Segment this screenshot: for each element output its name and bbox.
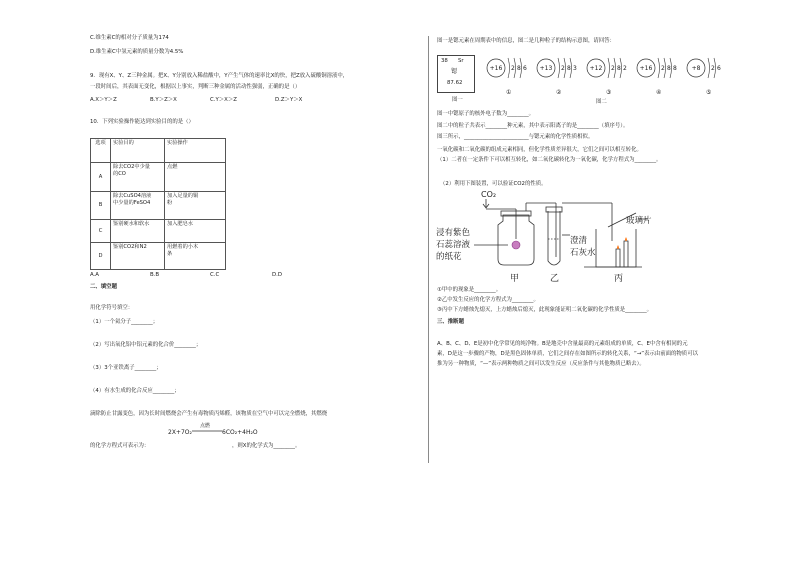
atom-shell: 2	[511, 65, 515, 72]
atom-number: ⑤	[706, 89, 712, 96]
column-divider	[428, 36, 429, 463]
cell-option: C	[91, 220, 111, 243]
fill-item-3: （3）3个亚铁离子________；	[90, 365, 162, 371]
table-row	[91, 192, 226, 220]
equation-arrow-line	[192, 429, 222, 433]
cell-op-line1: 加入足量的铜	[167, 193, 199, 199]
question-9-line2: 一段时间后，其表面无变化，根据以上事实，判断三种金属的活动性强弱，正确的是（）	[90, 84, 301, 90]
cell-goal-line1: 鉴别CO2和N2	[113, 244, 147, 250]
inference-line3: 推为另一种物质，“—”表示两种物质之间可以发生反应（反应条件与其他物质已略去）。	[437, 361, 645, 367]
cell-operation	[165, 163, 226, 192]
option-d: D.维生素C中氢元素的质量分数为4.5%	[90, 49, 184, 55]
q9-option-b: B.Y＞Z＞X	[150, 97, 177, 103]
inference-line1: A、B、C、D、E是初中化学常见的纯净物。B是地壳中含量最高的元素组成的单质，C、E中含有相同的元	[437, 341, 688, 347]
option-c: C.维生素C的相对分子质量为174	[90, 35, 169, 41]
element-mass: 87.62	[447, 80, 463, 86]
co-question-line1: 一氧化碳和二氧化碳的组成元素相同，但化学性质差异很大，它们之间可以相互转化。	[437, 147, 642, 153]
atom-number: ②	[556, 89, 562, 96]
flower-label-1: 浸有紫色	[436, 228, 471, 238]
q9-option-c: C.Y＞X＞Z	[210, 97, 237, 103]
atom-diagram	[537, 58, 577, 96]
element-number: 38	[441, 58, 448, 64]
table-header-row	[91, 139, 226, 163]
atom-shell: 8	[673, 65, 677, 72]
cell-option: B	[91, 192, 111, 220]
atom-shell: 2	[661, 65, 665, 72]
atom-nucleus: +12	[589, 65, 603, 72]
table-row	[91, 163, 226, 192]
apparatus-jia: 甲	[510, 274, 520, 284]
cell-goal	[111, 220, 165, 243]
atom-number: ④	[656, 89, 662, 96]
glass-plate-label: 玻璃片	[626, 216, 652, 226]
header-goal: 实验目的	[111, 139, 165, 163]
atom-structure-diagrams	[484, 52, 744, 110]
flower-label-2: 石蕊溶液	[436, 240, 471, 250]
atom-shell: 8	[617, 65, 621, 72]
atom-nucleus: +16	[489, 65, 503, 72]
cell-operation	[165, 220, 226, 243]
atom-shell: 3	[573, 65, 577, 72]
q10-option-a: A.A	[90, 272, 99, 278]
q10-option-b: B.B	[150, 272, 160, 278]
header-option: 选项	[91, 139, 111, 163]
question-10: 10．下列实验操作能达到实验目的的是（）	[90, 119, 194, 125]
atom-diagram	[487, 58, 527, 96]
atom-shell: 2	[611, 65, 615, 72]
atom-shell: 2	[711, 65, 715, 72]
apparatus-yi: 乙	[550, 274, 560, 284]
flower-label-3: 的纸花	[436, 252, 462, 262]
cell-goal-line1: 鉴别硬水和软水	[113, 221, 150, 227]
atom-number: ③	[606, 89, 612, 96]
cell-op-line1: 点燃	[167, 164, 178, 170]
section-inference-heading: 三、推断题	[437, 319, 464, 325]
co-question-line2: （1）二者在一定条件下可以相互转化，如二氧化碳转化为一氧化碳，化学方程式为________。	[437, 157, 662, 163]
element-symbol: Sr	[458, 58, 464, 64]
q9-option-a: A.X＞Y＞Z	[90, 97, 117, 103]
cell-option: D	[91, 243, 111, 270]
q10-option-d: D.D	[272, 272, 283, 278]
atom-shell: 2	[623, 65, 627, 72]
cell-goal	[111, 163, 165, 192]
fill-item-4: （4）有水生成的化合反应________；	[90, 388, 180, 394]
cell-goal	[111, 243, 165, 270]
table-row	[91, 220, 226, 243]
inference-line2: 素，D是这一步骤的产物，D是黑色固体单质，它们之间存在如图所示的转化关系，“→”表示由前面的物质可以	[437, 351, 698, 357]
element-name: 锶	[451, 68, 458, 75]
atom-nucleus: +16	[639, 65, 653, 72]
atom-diagram	[637, 58, 677, 96]
atom-shell: 2	[561, 65, 565, 72]
equation-right: 6CO₂+4H₂O	[222, 429, 258, 436]
atom-diagram	[587, 58, 627, 96]
last-question-line2: 的化学方程式可表示为：	[90, 443, 150, 449]
atom-nucleus: +8	[691, 65, 701, 72]
figure-intro: 图一是锶元素在周期表中的信息，图二是几种粒子的结构示意图，请回答：	[437, 38, 615, 44]
cell-op-line2: 粉	[167, 199, 173, 206]
atom-shell: 6	[717, 65, 721, 72]
question-strontium-electrons: 图一中锶原子的核外电子数为________。	[437, 111, 535, 117]
equation-condition: 点燃	[200, 423, 211, 429]
last-question-tail: ，则X的化学式为________。	[232, 443, 301, 449]
atom-number: ①	[506, 89, 512, 96]
limewater-label-1: 澄清	[570, 236, 588, 246]
fill-intro: 用化学符号填空：	[90, 305, 134, 311]
last-question-line1: 滴除防止甘露变色，因为长时间燃烧会产生有毒物质丙烯醛，该物质在空气中可以完全燃烧，其燃烧	[90, 411, 328, 417]
element-card	[437, 55, 475, 93]
q9-option-d: D.Z＞Y＞X	[275, 97, 303, 103]
atom-diagram	[687, 58, 721, 96]
experiment-table	[90, 138, 226, 270]
atom-nucleus: +13	[539, 65, 553, 72]
cell-op-line1: 用燃着的小木	[167, 244, 199, 250]
section-fill-heading: 二、填空题	[90, 284, 117, 290]
co2-apparatus-diagram	[436, 189, 656, 289]
observation-1: ①甲中的现象是________。	[437, 287, 502, 293]
apparatus-bing: 丙	[614, 274, 624, 284]
question-9-line1: 9．现有X、Y、Z三种金属。把X、Y分别放入稀盐酸中，Y产生气体的速率比X的快，把Z放入硫酸铜溶液中，	[90, 73, 349, 79]
header-operation: 实验操作	[165, 139, 226, 163]
figure-1-label: 图一	[452, 97, 463, 103]
cell-goal-line2: 的CO	[113, 170, 126, 177]
limewater-label-2: 石灰水	[570, 248, 596, 258]
equation-left: 2X+7O₂	[168, 429, 192, 436]
co2-label: CO₂	[481, 190, 497, 199]
cell-goal-line1: 除去CuSO4溶液	[113, 193, 152, 199]
cell-option: A	[91, 163, 111, 192]
cell-operation	[165, 243, 226, 270]
atom-shell: 8	[667, 65, 671, 72]
atom-shell: 8	[517, 65, 521, 72]
observation-2: ②乙中发生反应的化学方程式为________。	[437, 297, 539, 303]
observation-3: ③丙中下方蜡烛先熄灭，上方蜡烛后熄灭，此现象能证明二氧化碳的化学性质是________。	[437, 307, 653, 313]
atom-shell: 8	[567, 65, 571, 72]
question-element-count: 图二中的粒子共表示________种元素，其中表示阳离子的是________（填序号）。	[437, 123, 629, 129]
cell-op-line2: 条	[167, 250, 173, 257]
co-question-line3: （2）利用下图装置，可以验证CO2的性质。	[440, 181, 547, 187]
q10-option-c: C.C	[210, 272, 220, 278]
cell-goal	[111, 192, 165, 220]
atom-shell: 6	[523, 65, 527, 72]
cell-goal-line1: 除去CO2中少量	[113, 164, 150, 170]
figure-2-label: 图二	[596, 99, 607, 105]
cell-op-line1: 加入肥皂水	[167, 221, 193, 227]
cell-goal-line2: 中少量的FeSO4	[113, 199, 151, 206]
question-similar-property: 图三所示，________________________与锶元素的化学性质相似。	[437, 134, 594, 140]
fill-item-2: （2）写出氧化铝中铝元素的化合价________；	[90, 342, 202, 348]
table-row	[91, 243, 226, 270]
cell-operation	[165, 192, 226, 220]
fill-item-1: （1）一个氦分子________；	[90, 319, 159, 325]
